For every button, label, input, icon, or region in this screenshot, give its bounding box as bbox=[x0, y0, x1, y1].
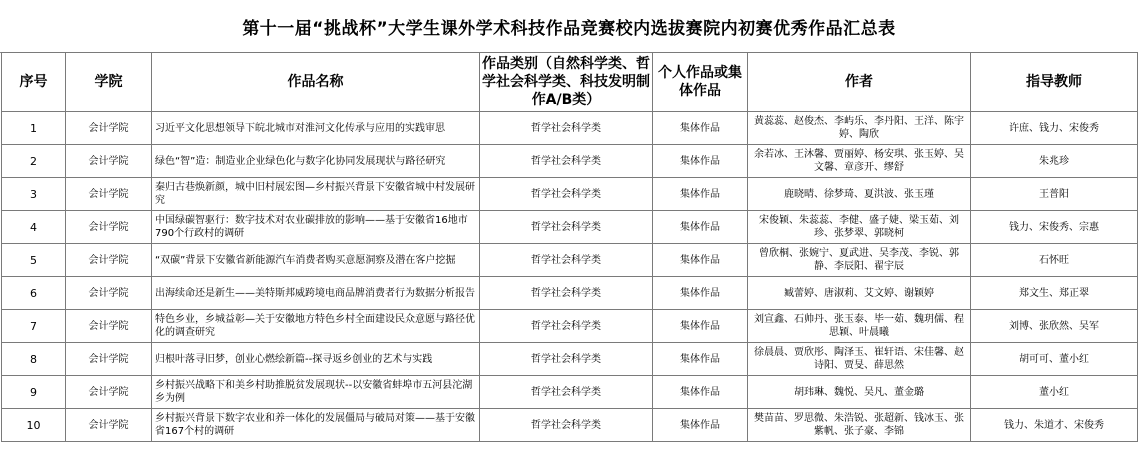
table-row bbox=[2, 112, 1138, 145]
cell-index: 8 bbox=[2, 343, 66, 376]
cell-type: 集体作品 bbox=[653, 310, 748, 343]
cell-index: 7 bbox=[2, 310, 66, 343]
cell-index: 9 bbox=[2, 376, 66, 409]
table-row bbox=[2, 211, 1138, 244]
cell-category: 哲学社会科学类 bbox=[480, 343, 653, 376]
cell-project-name: 秦归古巷焕新颜，城中旧村展宏图—乡村振兴背景下安徽省城中村发展研究 bbox=[152, 178, 480, 211]
cell-category: 哲学社会科学类 bbox=[480, 112, 653, 145]
cell-advisors: 许庶、钱力、宋俊秀 bbox=[971, 112, 1138, 145]
table-row bbox=[2, 343, 1138, 376]
cell-category: 哲学社会科学类 bbox=[480, 376, 653, 409]
cell-college: 会计学院 bbox=[66, 244, 152, 277]
table-row bbox=[2, 277, 1138, 310]
table-row bbox=[2, 409, 1138, 442]
cell-authors: 臧蕾婷、唐淑莉、艾文婷、谢颖婷 bbox=[748, 277, 971, 310]
cell-category: 哲学社会科学类 bbox=[480, 244, 653, 277]
cell-advisors: 王普阳 bbox=[971, 178, 1138, 211]
cell-authors: 宋俊颖、朱蕊蕊、李健、盛子婕、梁玉茹、刘珍、张梦翠、郭晓柯 bbox=[748, 211, 971, 244]
table-row bbox=[2, 310, 1138, 343]
cell-authors: 徐晨晨、贾欣彤、陶泽玉、崔轩语、宋佳馨、赵诗阳、贾旻、薛思然 bbox=[748, 343, 971, 376]
table-row bbox=[2, 376, 1138, 409]
cell-authors: 黄蕊蕊、赵俊杰、李屿乐、李丹阳、王洋、陈宇婷、陶欣 bbox=[748, 112, 971, 145]
cell-advisors: 朱兆珍 bbox=[971, 145, 1138, 178]
cell-project-name: 出海续命还是新生——美特斯邦威跨境电商品牌消费者行为数据分析报告 bbox=[152, 277, 480, 310]
cell-college: 会计学院 bbox=[66, 112, 152, 145]
cell-authors: 曾欣桐、张婉宁、夏武进、吴李茂、李锐、郭静、李辰阳、翟宇辰 bbox=[748, 244, 971, 277]
table-body bbox=[2, 112, 1138, 442]
header-type: 个人作品或集体作品 bbox=[653, 53, 748, 112]
cell-project-name: 习近平文化思想领导下皖北城市对淮河文化传承与应用的实践审思 bbox=[152, 112, 480, 145]
cell-advisors: 董小红 bbox=[971, 376, 1138, 409]
cell-project-name: 归根叶落寻旧梦，创业心燃绘新篇--探寻返乡创业的艺术与实践 bbox=[152, 343, 480, 376]
cell-category: 哲学社会科学类 bbox=[480, 277, 653, 310]
cell-category: 哲学社会科学类 bbox=[480, 310, 653, 343]
cell-type: 集体作品 bbox=[653, 343, 748, 376]
cell-project-name: “双碳”背景下安徽省新能源汽车消费者购买意愿洞察及潜在客户挖掘 bbox=[152, 244, 480, 277]
table-row bbox=[2, 145, 1138, 178]
table-row bbox=[2, 244, 1138, 277]
cell-authors: 胡玮琳、魏悦、吴凡、董金璐 bbox=[748, 376, 971, 409]
cell-college: 会计学院 bbox=[66, 145, 152, 178]
cell-authors: 鹿晓晴、徐梦琦、夏洪波、张玉瑾 bbox=[748, 178, 971, 211]
cell-type: 集体作品 bbox=[653, 244, 748, 277]
header-row bbox=[2, 53, 1138, 112]
cell-index: 4 bbox=[2, 211, 66, 244]
cell-project-name: 特色乡业，乡城益彰—关于安徽地方特色乡村全面建设民众意愿与路径优化的调查研究 bbox=[152, 310, 480, 343]
cell-college: 会计学院 bbox=[66, 277, 152, 310]
cell-category: 哲学社会科学类 bbox=[480, 178, 653, 211]
cell-authors: 余若冰、王沐馨、贾丽婷、杨安琪、张玉婷、吴文馨、章彦开、缪舒 bbox=[748, 145, 971, 178]
cell-advisors: 石怀旺 bbox=[971, 244, 1138, 277]
cell-college: 会计学院 bbox=[66, 409, 152, 442]
cell-category: 哲学社会科学类 bbox=[480, 409, 653, 442]
cell-type: 集体作品 bbox=[653, 145, 748, 178]
cell-type: 集体作品 bbox=[653, 211, 748, 244]
header-authors: 作者 bbox=[748, 53, 971, 112]
cell-index: 6 bbox=[2, 277, 66, 310]
cell-project-name: 乡村振兴战略下和美乡村助推脱贫发展现状--以安徽省蚌埠市五河县沱湖乡为例 bbox=[152, 376, 480, 409]
header-index: 序号 bbox=[2, 53, 66, 112]
cell-college: 会计学院 bbox=[66, 310, 152, 343]
cell-advisors: 刘博、张欣然、吴军 bbox=[971, 310, 1138, 343]
cell-index: 1 bbox=[2, 112, 66, 145]
cell-college: 会计学院 bbox=[66, 211, 152, 244]
header-category: 作品类别（自然科学类、哲学社会科学类、科技发明制作A/B类） bbox=[480, 53, 653, 112]
cell-type: 集体作品 bbox=[653, 178, 748, 211]
title-bar bbox=[0, 0, 1138, 53]
header-project-name: 作品名称 bbox=[152, 53, 480, 112]
cell-index: 5 bbox=[2, 244, 66, 277]
header-college: 学院 bbox=[66, 53, 152, 112]
cell-advisors: 钱力、宋俊秀、宗惠 bbox=[971, 211, 1138, 244]
cell-index: 2 bbox=[2, 145, 66, 178]
cell-project-name: 绿色“智”造：制造业企业绿色化与数字化协同发展现状与路径研究 bbox=[152, 145, 480, 178]
cell-index: 10 bbox=[2, 409, 66, 442]
cell-advisors: 郑文生、郑正翠 bbox=[971, 277, 1138, 310]
cell-type: 集体作品 bbox=[653, 409, 748, 442]
cell-authors: 樊苗苗、罗思微、朱浩锐、张超新、钱冰玉、张紫帆、张子豪、李锦 bbox=[748, 409, 971, 442]
cell-category: 哲学社会科学类 bbox=[480, 145, 653, 178]
cell-authors: 刘宣鑫、石帅丹、张玉泰、毕一茹、魏玥儒、程思颖、叶晨曦 bbox=[748, 310, 971, 343]
cell-type: 集体作品 bbox=[653, 277, 748, 310]
works-table bbox=[1, 52, 1138, 442]
table-header bbox=[2, 53, 1138, 112]
cell-advisors: 胡可可、董小红 bbox=[971, 343, 1138, 376]
cell-college: 会计学院 bbox=[66, 343, 152, 376]
header-advisors: 指导教师 bbox=[971, 53, 1138, 112]
cell-project-name: 乡村振兴背景下数字农业和养一体化的发展僵局与破局对策——基于安徽省167个村的调研 bbox=[152, 409, 480, 442]
cell-type: 集体作品 bbox=[653, 112, 748, 145]
cell-college: 会计学院 bbox=[66, 178, 152, 211]
cell-category: 哲学社会科学类 bbox=[480, 211, 653, 244]
cell-advisors: 钱力、朱道才、宋俊秀 bbox=[971, 409, 1138, 442]
page-title: 第十一届“挑战杯”大学生课外学术科技作品竞赛校内选拔赛院内初赛优秀作品汇总表 bbox=[242, 18, 896, 39]
cell-college: 会计学院 bbox=[66, 376, 152, 409]
cell-project-name: 中国绿碳智驱行：数字技术对农业碳排放的影响——基于安徽省16地市790个行政村的调研 bbox=[152, 211, 480, 244]
table-row bbox=[2, 178, 1138, 211]
cell-index: 3 bbox=[2, 178, 66, 211]
cell-type: 集体作品 bbox=[653, 376, 748, 409]
